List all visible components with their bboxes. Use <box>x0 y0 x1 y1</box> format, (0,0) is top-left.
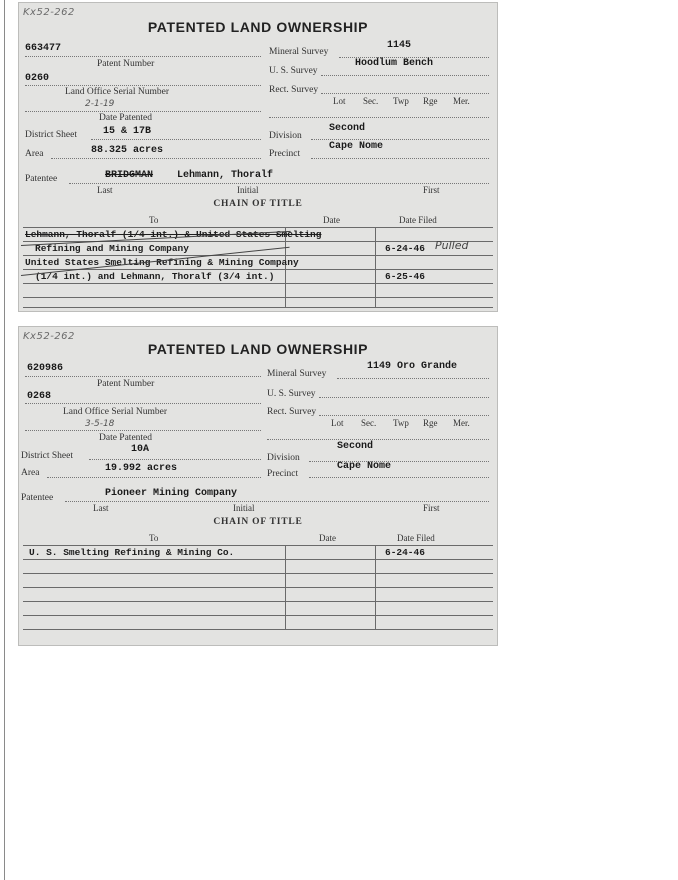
lot-label: Lot <box>331 418 344 428</box>
serial-number-line <box>25 85 261 86</box>
division-value: Second <box>329 123 366 134</box>
twp-label: Twp <box>393 418 409 428</box>
rect-survey-label: Rect. Survey <box>269 85 319 95</box>
chain-row-2-filed: 6-24-46 <box>385 243 425 254</box>
chain-row-2-to: Refining and Mining Company <box>35 243 189 254</box>
chain-col-date-filed: Date Filed <box>399 215 437 225</box>
blank-line <box>269 117 489 118</box>
date-patented-value: 2-1-19 <box>85 99 115 109</box>
card-title: PATENTED LAND OWNERSHIP <box>147 19 369 35</box>
patent-number-label: Patent Number <box>97 379 155 389</box>
first-label: First <box>423 503 440 513</box>
mineral-survey-value: 1145 <box>387 40 412 51</box>
mineral-survey-label: Mineral Survey <box>269 47 329 57</box>
serial-number-label: Land Office Serial Number <box>65 87 170 97</box>
patentee-label: Patentee <box>25 174 58 184</box>
patent-number-value: 620986 <box>27 363 64 374</box>
land-ownership-card-1 <box>18 2 498 312</box>
us-survey-value: Hoodlum Bench <box>355 58 434 69</box>
chain-col-to: To <box>149 215 159 225</box>
patentee-label: Patentee <box>21 493 54 503</box>
patentee-value: Pioneer Mining Company <box>105 488 238 499</box>
chain-col-date: Date <box>319 533 336 543</box>
district-sheet-line <box>89 459 261 460</box>
serial-number-value: 0260 <box>25 73 50 84</box>
us-survey-label: U. S. Survey <box>269 66 318 76</box>
patentee-line <box>65 501 489 502</box>
division-value: Second <box>337 441 374 452</box>
chain-row-1-filed: 6-24-46 <box>385 547 425 558</box>
serial-number-label: Land Office Serial Number <box>63 407 168 417</box>
area-value: 19.992 acres <box>105 463 178 474</box>
rge-label: Rge <box>423 96 438 106</box>
card-reference-number: Kx52-262 <box>23 331 75 342</box>
us-survey-line <box>321 75 489 76</box>
us-survey-line <box>319 397 489 398</box>
sec-label: Sec. <box>361 418 377 428</box>
chain-row-4-to: (1/4 int.) and Lehmann, Thoralf (3/4 int.) <box>35 271 275 282</box>
area-label: Area <box>25 149 44 159</box>
patentee-struck-name: BRIDGMAN <box>105 170 154 181</box>
sec-label: Sec. <box>363 96 379 106</box>
chain-col-date-filed: Date Filed <box>397 533 435 543</box>
chain-row-1-to: U. S. Smelting Refining & Mining Co. <box>29 547 235 558</box>
chain-of-title-heading: CHAIN OF TITLE <box>213 199 303 209</box>
area-value: 88.325 acres <box>91 145 164 156</box>
mineral-survey-label: Mineral Survey <box>267 369 327 379</box>
division-label: Division <box>269 131 302 141</box>
last-label: Last <box>93 503 109 513</box>
division-line <box>309 461 489 462</box>
patentee-value: Lehmann, Thoralf <box>177 170 274 181</box>
patent-number-line <box>25 56 261 57</box>
rect-survey-label: Rect. Survey <box>267 407 317 417</box>
date-patented-value: 3-5-18 <box>85 419 115 429</box>
twp-label: Twp <box>393 96 409 106</box>
date-patented-line <box>25 430 261 431</box>
district-sheet-value: 10A <box>131 444 150 455</box>
mer-label: Mer. <box>453 418 470 428</box>
chain-row-1-to: Lehmann, Thoralf (1/4 int.) & United States Smelting <box>25 229 322 240</box>
mer-label: Mer. <box>453 96 470 106</box>
patent-number-line <box>25 376 261 377</box>
precinct-line <box>309 477 489 478</box>
chain-col-date: Date <box>323 215 340 225</box>
area-line <box>47 477 261 478</box>
serial-number-line <box>25 403 261 404</box>
initial-label: Initial <box>233 503 255 513</box>
precinct-label: Precinct <box>267 469 299 479</box>
district-sheet-value: 15 & 17B <box>103 126 152 137</box>
chain-row-4-filed: 6-25-46 <box>385 271 425 282</box>
mineral-survey-value: 1149 Oro Grande <box>367 361 458 372</box>
rect-survey-line <box>321 93 489 94</box>
patent-number-value: 663477 <box>25 43 62 54</box>
area-line <box>51 158 261 159</box>
us-survey-label: U. S. Survey <box>267 389 316 399</box>
district-sheet-line <box>91 139 261 140</box>
pulled-note: Pulled <box>435 239 469 252</box>
date-patented-label: Date Patented <box>99 433 153 443</box>
chain-of-title-table <box>23 227 493 307</box>
division-label: Division <box>267 453 300 463</box>
patent-number-label: Patent Number <box>97 59 155 69</box>
area-label: Area <box>21 468 40 478</box>
division-line <box>311 139 489 140</box>
district-sheet-label: District Sheet <box>25 130 77 140</box>
card-title: PATENTED LAND OWNERSHIP <box>147 341 369 357</box>
rect-survey-line <box>319 415 489 416</box>
land-ownership-card-2 <box>18 326 498 646</box>
precinct-label: Precinct <box>269 149 301 159</box>
blank-line <box>267 439 489 440</box>
page-margin-line <box>4 0 5 880</box>
patentee-line <box>69 183 489 184</box>
precinct-value: Cape Nome <box>337 461 392 472</box>
date-patented-label: Date Patented <box>99 113 153 123</box>
chain-col-to: To <box>149 533 159 543</box>
district-sheet-label: District Sheet <box>21 451 73 461</box>
lot-label: Lot <box>333 96 346 106</box>
precinct-line <box>311 158 489 159</box>
last-label: Last <box>97 185 113 195</box>
card-reference-number: Kx52-262 <box>23 7 75 18</box>
chain-row-3-to: United States Smelting Refining & Mining Company <box>25 257 299 268</box>
serial-number-value: 0268 <box>27 391 52 402</box>
precinct-value: Cape Nome <box>329 141 384 152</box>
chain-of-title-heading: CHAIN OF TITLE <box>213 517 303 527</box>
date-patented-line <box>25 111 261 112</box>
rge-label: Rge <box>423 418 438 428</box>
first-label: First <box>423 185 440 195</box>
initial-label: Initial <box>237 185 259 195</box>
mineral-survey-line <box>337 378 489 379</box>
chain-of-title-table <box>23 545 493 629</box>
